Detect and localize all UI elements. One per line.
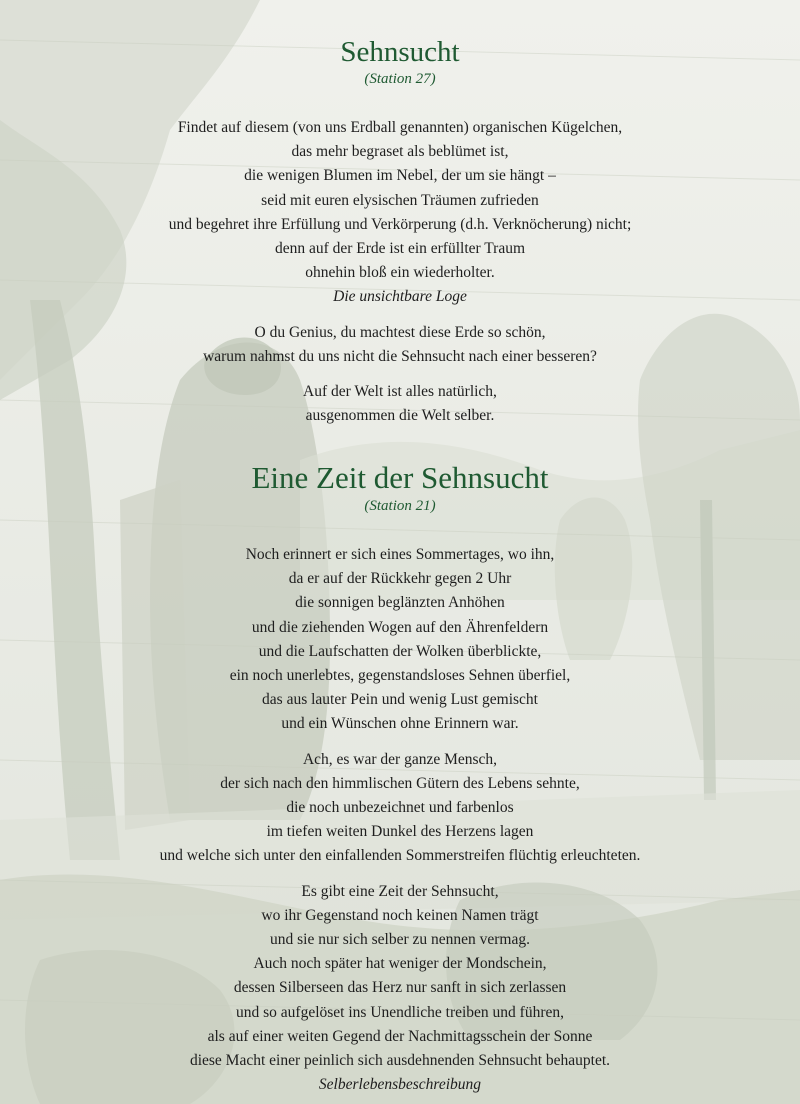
poem-line: das aus lauter Pein und wenig Lust gemischt xyxy=(262,691,538,709)
poem-line: Auch noch später hat weniger der Mondschein, xyxy=(253,955,547,973)
stanza-3 xyxy=(0,880,800,1098)
stanza-2 xyxy=(0,748,800,869)
poem-line: Auf der Welt ist alles natürlich, xyxy=(303,383,497,401)
poem-line: und die ziehenden Wogen auf den Ährenfeldern xyxy=(251,618,549,636)
poem-line: das mehr begraset als beblümet ist, xyxy=(291,143,509,161)
poem-line: die sonnigen beglänzten Anhöhen xyxy=(295,594,505,612)
poem-line: und ein Wünschen ohne Erinnern war. xyxy=(281,715,519,733)
poem-line: der sich nach den himmlischen Gütern des Lebens sehnte, xyxy=(220,774,580,792)
poem-line: ausgenommen die Welt selber. xyxy=(305,407,495,425)
poem-line: im tiefen weiten Dunkel des Herzens lagen xyxy=(266,823,534,841)
poem-line: die noch unbezeichnet und farbenlos xyxy=(286,799,514,817)
poem-line: wo ihr Gegenstand noch keinen Namen trägt xyxy=(261,906,539,924)
stanza-1 xyxy=(0,116,800,310)
poem-line: und begehret ihre Erfüllung und Verkörperung (d.h. Verknöcherung) nicht; xyxy=(168,215,632,233)
poem-line: und die Laufschatten der Wolken überblickte, xyxy=(258,642,542,660)
section-sehnsucht xyxy=(0,34,800,428)
poem-line: Es gibt eine Zeit der Sehnsucht, xyxy=(301,882,499,900)
stanza-2 xyxy=(0,321,800,369)
poem-line: und so aufgelöset ins Unendliche treiben und führen, xyxy=(236,1003,564,1021)
poem-line: dessen Silberseen das Herz nur sanft in sich zerlassen xyxy=(233,979,567,997)
poem-line: denn auf der Erde ist ein erfüllter Traum xyxy=(274,240,526,258)
poem-line: O du Genius, du machtest diese Erde so schön, xyxy=(254,323,546,341)
poem-line: warum nahmst du uns nicht die Sehnsucht nach einer besseren? xyxy=(203,347,597,365)
poem-line: Findet auf diesem (von uns Erdball genannten) organischen Kügelchen, xyxy=(177,119,623,136)
station-label: (Station 27) xyxy=(364,71,436,87)
poem-line: ohnehin bloß ein wiederholter. xyxy=(305,264,495,282)
poem-line: seid mit euren elysischen Träumen zufrieden xyxy=(261,191,539,209)
stanza-3 xyxy=(0,380,800,428)
section-title: Eine Zeit der Sehnsucht xyxy=(251,460,549,495)
poem-line: als auf einer weiten Gegend der Nachmittagsschein der Sonne xyxy=(207,1027,593,1045)
source-citation: Selberlebensbeschreibung xyxy=(318,1076,482,1094)
stanza-1 xyxy=(0,543,800,737)
poem-line: die wenigen Blumen im Nebel, der um sie hängt – xyxy=(244,167,556,185)
poem-line: diese Macht einer peinlich sich ausdehnenden Sehnsucht behauptet. xyxy=(189,1052,611,1070)
section-title: Sehnsucht xyxy=(340,36,460,68)
section-eine-zeit-der-sehnsucht xyxy=(0,459,800,1097)
poem-line: und sie nur sich selber zu nennen vermag. xyxy=(270,931,530,949)
poem-line: ein noch unerlebtes, gegenstandsloses Sehnen überfiel, xyxy=(229,667,571,685)
station-label: (Station 21) xyxy=(364,498,436,514)
poem-line: und welche sich unter den einfallenden Sommerstreifen flüchtig erleuchteten. xyxy=(159,847,641,865)
source-citation: Die unsichtbare Loge xyxy=(333,288,467,306)
poem-line: Ach, es war der ganze Mensch, xyxy=(302,750,498,768)
poem-line: Noch erinnert er sich eines Sommertages, wo ihn, xyxy=(245,546,555,563)
poem-line: da er auf der Rückkehr gegen 2 Uhr xyxy=(288,570,512,588)
